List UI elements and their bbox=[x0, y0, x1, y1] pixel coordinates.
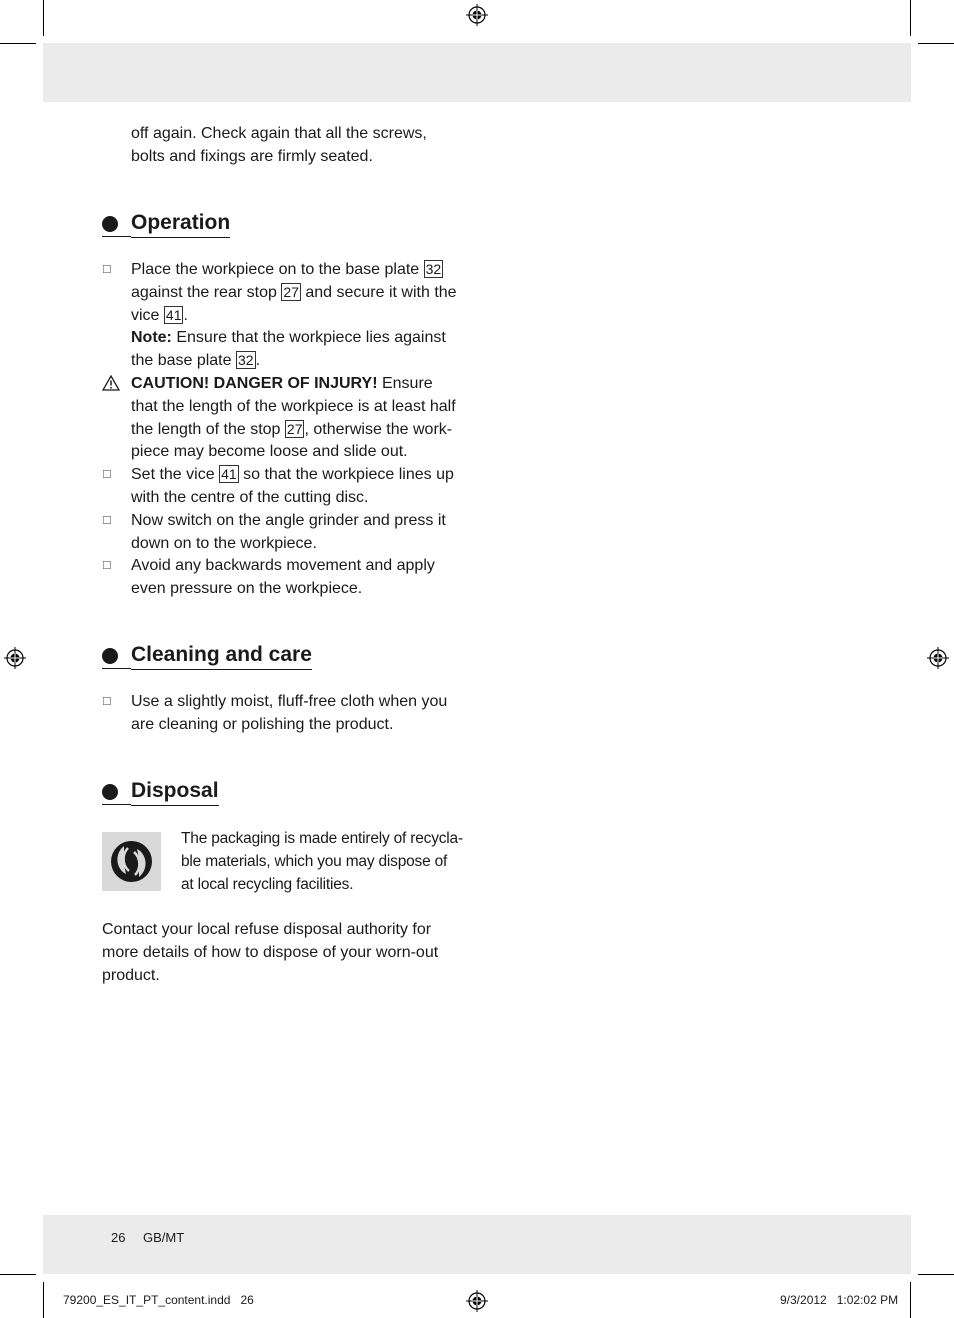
text: are cleaning or polishing the product. bbox=[131, 715, 394, 733]
intro-paragraph bbox=[102, 123, 464, 169]
registration-mark-icon bbox=[927, 647, 949, 669]
section-heading-disposal bbox=[102, 778, 219, 806]
region-label: GB/MT bbox=[143, 1230, 185, 1245]
text: down on to the workpiece. bbox=[131, 534, 317, 552]
crop-mark bbox=[0, 1274, 36, 1275]
checkbox-bullet-icon: ☐ bbox=[102, 696, 112, 708]
text: , otherwise the work- bbox=[304, 420, 453, 438]
green-dot-recycling-icon bbox=[102, 832, 161, 891]
list-item bbox=[102, 691, 464, 737]
text: Contact your local refuse disposal authority for bbox=[102, 921, 432, 938]
text: The packaging is made entirely of recycla- bbox=[181, 830, 463, 847]
checkbox-bullet-icon: ☐ bbox=[102, 515, 112, 527]
page-number: 26 bbox=[111, 1230, 126, 1245]
part-reference: 41 bbox=[165, 306, 182, 323]
heading-underline bbox=[102, 804, 131, 805]
text: Ensure bbox=[381, 375, 433, 392]
contact-paragraph bbox=[102, 919, 472, 987]
list-item bbox=[102, 510, 464, 556]
text: . bbox=[183, 306, 188, 324]
list-item bbox=[102, 259, 464, 373]
text: that the length of the workpiece is at least half bbox=[131, 397, 456, 415]
checkbox-bullet-icon: ☐ bbox=[102, 469, 112, 481]
text: ble materials, which you may dispose of bbox=[181, 852, 448, 870]
crop-mark bbox=[910, 1282, 911, 1318]
text: Ensure that the workpiece lies against bbox=[176, 329, 446, 347]
part-reference: 32 bbox=[237, 352, 254, 369]
crop-mark bbox=[910, 0, 911, 36]
text: Avoid any backwards movement and apply bbox=[131, 557, 435, 574]
checkbox-bullet-icon: ☐ bbox=[102, 264, 112, 276]
part-reference: 27 bbox=[286, 420, 303, 437]
registration-mark-icon bbox=[466, 4, 488, 26]
crop-mark bbox=[918, 1274, 954, 1275]
text: at local recycling facilities. bbox=[181, 875, 354, 893]
text: piece may become loose and slide out. bbox=[131, 443, 408, 461]
caution-label: CAUTION! DANGER OF INJURY! bbox=[131, 375, 378, 392]
crop-mark bbox=[43, 1282, 44, 1318]
section-title: Disposal bbox=[131, 778, 219, 806]
note-label: Note: bbox=[131, 329, 172, 347]
part-reference: 27 bbox=[283, 283, 299, 300]
slug-datetime: 9/3/2012 1:02:02 PM bbox=[780, 1293, 899, 1307]
text: even pressure on the workpiece. bbox=[131, 579, 363, 597]
intro-line: bolts and fixings are firmly seated. bbox=[131, 147, 373, 165]
text: Use a slightly moist, fluff-free cloth when you bbox=[131, 693, 448, 710]
text: the base plate bbox=[131, 352, 232, 370]
text: so that the workpiece lines up bbox=[243, 466, 454, 483]
text: Place the workpiece on to the base plate bbox=[131, 261, 420, 278]
registration-mark-icon bbox=[4, 647, 26, 669]
text: more details of how to dispose of your worn-out bbox=[102, 943, 439, 961]
warning-triangle-icon bbox=[102, 375, 120, 391]
packaging-paragraph bbox=[181, 828, 471, 896]
text: vice bbox=[131, 306, 160, 324]
registration-mark-icon bbox=[466, 1290, 488, 1312]
crop-mark bbox=[0, 43, 36, 44]
caution-item bbox=[102, 373, 464, 464]
section-heading-operation bbox=[102, 210, 230, 238]
intro-line: off again. Check again that all the screws, bbox=[131, 125, 427, 142]
part-reference: 41 bbox=[221, 466, 237, 482]
heading-bullet-icon bbox=[102, 784, 118, 800]
header-band bbox=[43, 43, 911, 102]
heading-underline bbox=[102, 236, 131, 237]
text: against the rear stop bbox=[131, 283, 277, 301]
text: with the centre of the cutting disc. bbox=[131, 488, 369, 506]
text: . bbox=[255, 352, 261, 370]
list-item bbox=[102, 555, 464, 601]
crop-mark bbox=[43, 0, 44, 36]
text: Set the vice bbox=[131, 466, 215, 483]
text: and secure it with the bbox=[305, 283, 457, 301]
checkbox-bullet-icon: ☐ bbox=[102, 560, 112, 572]
part-reference: 32 bbox=[425, 261, 442, 277]
section-heading-cleaning bbox=[102, 642, 312, 670]
text: the length of the stop bbox=[131, 420, 281, 438]
heading-underline bbox=[102, 668, 131, 669]
heading-bullet-icon bbox=[102, 216, 118, 232]
text: Now switch on the angle grinder and press it bbox=[131, 512, 446, 529]
text: product. bbox=[102, 966, 160, 984]
slug-file: 79200_ES_IT_PT_content.indd 26 bbox=[63, 1293, 254, 1307]
section-title: Cleaning and care bbox=[131, 642, 312, 670]
list-item bbox=[102, 464, 464, 510]
section-title: Operation bbox=[131, 210, 230, 238]
heading-bullet-icon bbox=[102, 648, 118, 664]
crop-mark bbox=[918, 43, 954, 44]
